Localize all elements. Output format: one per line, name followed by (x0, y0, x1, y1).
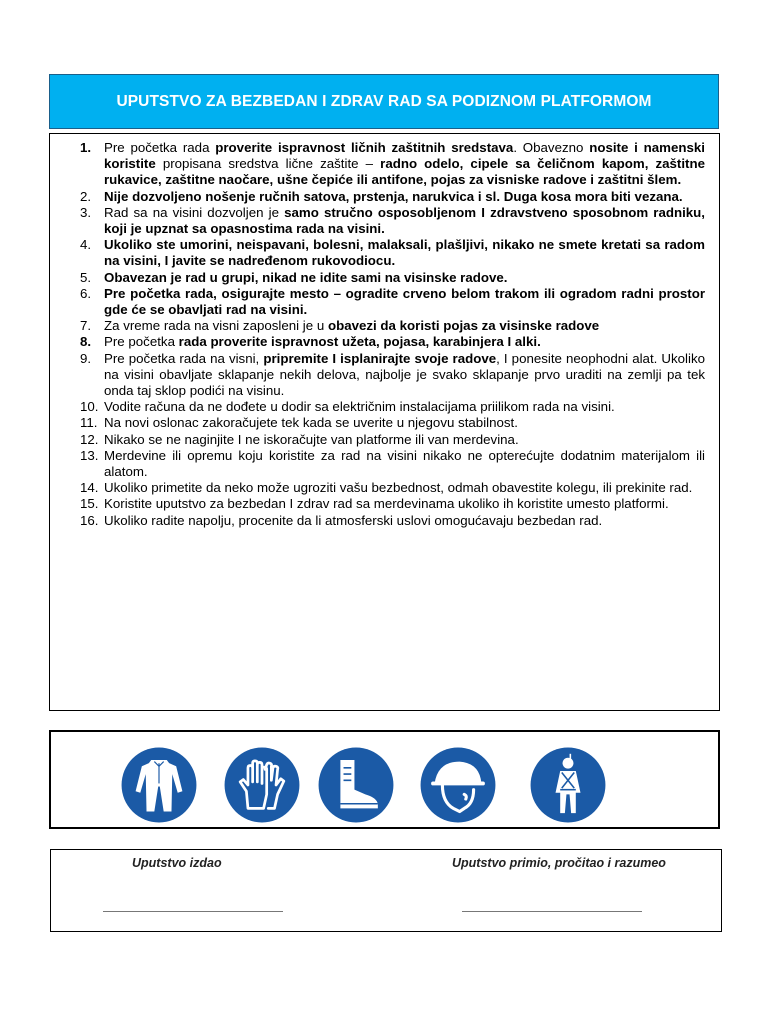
rule-number: 13. (80, 447, 99, 463)
title-banner (49, 74, 719, 129)
rule-text-bold: obavezi da koristi pojas za visinske radove (327, 318, 600, 334)
safety-harness-icon (529, 746, 607, 824)
rule-text-bold: rada proverite ispravnost užeta, pojasa, karabinjera I alki. (178, 334, 541, 350)
rule-text-bold: Ukoliko ste umorini, neispavani, bolesni, malaksali, plašljivi, nikako ne smete kretati sa radom na visini, I javite se nadređenom rukovodiocu. (104, 237, 705, 269)
rule-number: 14. (80, 480, 99, 496)
rule-number: 9. (80, 350, 92, 366)
rule-item (50, 399, 705, 415)
rule-number: 5. (80, 269, 92, 285)
rule-number: 6. (80, 285, 92, 301)
rule-number: 2. (80, 188, 92, 204)
issued-by-label: Uputstvo izdao (132, 856, 222, 870)
rule-text-bold: Obavezan je rad u grupi, nikad ne idite sami na visinske radove. (104, 269, 508, 285)
rule-item (50, 140, 705, 189)
rule-text-bold: radno odelo, cipele sa čeličnom kapom, zaštitne rukavice, zaštitne naočare, ušne čepiće ili antifone, pojas za visniske radove i zaštitni šlem. (104, 156, 705, 188)
rule-number: 4. (80, 237, 92, 253)
received-by-signature-line (462, 911, 642, 912)
rule-number: 10. (80, 399, 99, 415)
safety-helmet-icon (419, 746, 497, 824)
rule-item (50, 432, 705, 448)
rule-text: Pre početka rada na visni, (104, 350, 264, 366)
rule-number: 7. (80, 318, 92, 334)
rule-item (50, 237, 705, 269)
page-title: UPUTSTVO ZA BEZBEDAN I ZDRAV RAD SA PODIZNOM PLATFORMOM (116, 92, 652, 110)
rule-text-bold: pripremite I isplanirajte svoje radove (263, 350, 497, 366)
rule-text: Merdevine ili opremu koju koristite za rad na visini nikako ne opterećujte dodatnim materijalom ili alatom. (104, 447, 705, 480)
rule-text: Vodite računa da ne dođete u dodir sa električnim instalacijama priilikom rada na visini. (104, 399, 615, 415)
rule-text: Rad sa na visini dozvoljen je (104, 204, 285, 220)
signature-box (50, 849, 722, 932)
rule-text: Koristite uputstvo za bezbedan I zdrav rad sa merdevinama ukoliko ih koristite umesto platformi. (104, 496, 669, 512)
rule-text: , I ponesite neophodni alat. Ukoliko na visini obavljate sklapanje nekih delova, najbolje je svako sklapanje prvo uraditi na zemlji pa tek onda taj sklop podići na visinu. (104, 350, 705, 399)
rule-text: Ukoliko radite napolju, procenite da li atmosferski uslovi omogućavaju bezbedan rad. (104, 512, 603, 528)
rules-list (50, 134, 719, 529)
rule-text-bold: Pre početka rada, osigurajte mesto – ogradite crveno belom trakom ili ogradom radni prostor gde će se obavljati rad na visini. (104, 285, 705, 318)
rule-text: Pre početka (104, 334, 179, 350)
rule-item (50, 318, 705, 334)
received-by-label: Uputstvo primio, pročitao i razumeo (452, 856, 666, 870)
protective-suit-icon (120, 746, 198, 824)
rule-item (50, 496, 705, 512)
rule-item (50, 513, 705, 529)
rule-text-bold: proverite ispravnost ličnih zaštitnih sredstava (215, 140, 514, 155)
rule-text: Pre početka rada (104, 140, 216, 155)
rule-text: propisana sredstva lične zaštite – (155, 156, 381, 172)
ppe-icons-box (49, 730, 720, 829)
rule-text: . Obavezno (513, 140, 590, 155)
rule-text: Za vreme rada na visni zaposleni je u (104, 318, 328, 334)
rule-item (50, 270, 705, 286)
rule-item (50, 448, 705, 480)
issued-by-signature-line (103, 911, 283, 912)
rule-number: 16. (80, 512, 99, 528)
rule-text: Ukoliko primetite da neko može ugroziti vašu bezbednost, odmah obavestite kolegu, ili prekinite rad. (104, 480, 693, 496)
rules-box (49, 133, 720, 711)
rule-number: 15. (80, 496, 99, 512)
rule-item (50, 205, 705, 237)
rule-number: 11. (80, 415, 98, 431)
rule-item (50, 351, 705, 400)
rule-text: Na novi oslonac zakoračujete tek kada se uverite u njegovu stabilnost. (104, 415, 518, 431)
rule-number: 1. (80, 140, 92, 155)
safety-boots-icon (317, 746, 395, 824)
rule-item (50, 189, 705, 205)
rule-text-bold: nosite i namenski koristite (104, 140, 705, 172)
rule-item (50, 415, 705, 431)
rule-item (50, 334, 705, 350)
rule-item (50, 286, 705, 318)
protective-gloves-icon (223, 746, 301, 824)
rule-item (50, 480, 705, 496)
rule-number: 8. (80, 334, 92, 350)
rule-number: 3. (80, 204, 92, 220)
rule-number: 12. (80, 431, 99, 447)
rule-text-bold: Nije dozvoljeno nošenje ručnih satova, prstenja, narukvica i sl. Duga kosa mora biti vezana. (104, 188, 683, 204)
rule-text-bold: samo stručno osposobljenom I zdravstveno sposobnom radniku, koji je upznat sa opasnostima rada na visini. (104, 204, 705, 237)
rule-text: Nikako se ne naginjite I ne iskoračujte van platforme ili van merdevina. (104, 431, 519, 447)
